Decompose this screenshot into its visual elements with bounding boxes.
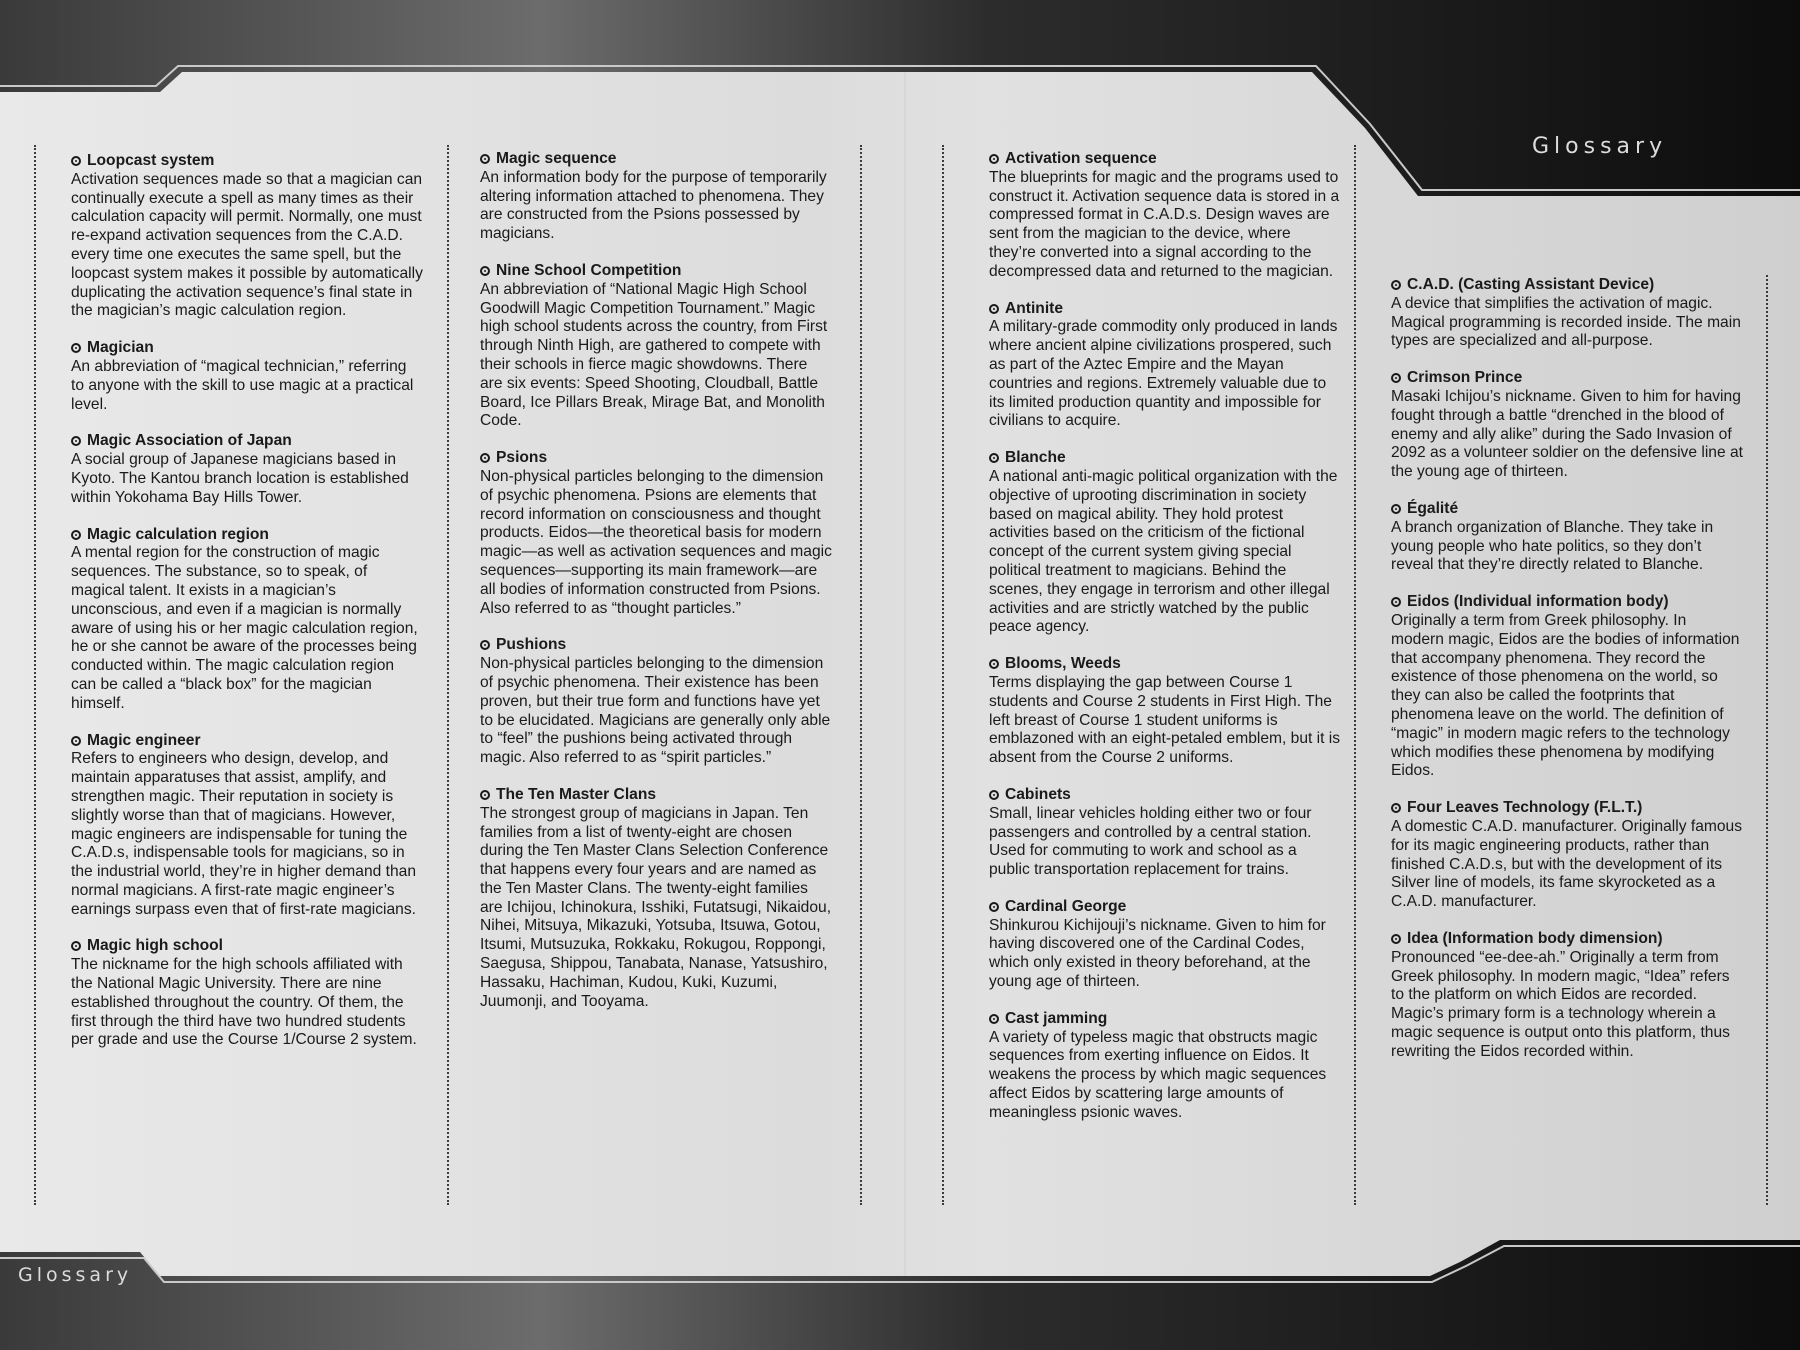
entry-term-label: Psions bbox=[496, 449, 548, 467]
entry-term-label: Cardinal George bbox=[1005, 897, 1127, 915]
entry-definition: The nickname for the high schools affiliated with the National Magic University. There are nine established throughout the country. Of them, the first through the third have two hundred students per grade and use the Course 1/Course 2 system. bbox=[71, 956, 417, 1049]
bullet-icon bbox=[1391, 934, 1401, 944]
column-divider bbox=[860, 145, 862, 1205]
entry-definition: A device that simplifies the activation of magic. Magical programming is recorded inside. The main types are specialized and all-purpose. bbox=[1391, 294, 1741, 350]
entry-term bbox=[71, 152, 423, 171]
entry-definition: The blueprints for magic and the programs used to construct it. Activation sequence data is stored in a compressed format in C.A.D.s. Design waves are sent from the magician to the device, where they’re converted into a signal according to the decompressed data and returned to the magician. bbox=[989, 168, 1340, 280]
entry-term-label: Four Leaves Technology (F.L.T.) bbox=[1407, 799, 1643, 817]
bullet-icon bbox=[480, 640, 490, 650]
entry-definition: A branch organization of Blanche. They take in young people who hate politics, so they don’t reveal that they’re directly related to Blanche. bbox=[1391, 518, 1714, 574]
glossary-entry bbox=[480, 636, 832, 768]
bullet-icon bbox=[1391, 504, 1401, 514]
bullet-icon bbox=[71, 156, 81, 166]
entry-term bbox=[71, 432, 423, 451]
glossary-entry bbox=[71, 732, 423, 920]
entry-definition: A military-grade commodity only produced in lands where ancient alpine civilizations prospered, such as part of the Aztec Empire and the Mayan countries and regions. Extremely valuable due to its limited production quantity and impossible for civilians to acquire. bbox=[989, 318, 1338, 430]
column-divider bbox=[942, 145, 944, 1205]
glossary-column-1 bbox=[71, 152, 423, 1068]
entry-definition: A domestic C.A.D. manufacturer. Originally famous for its magic engineering products, rather than finished C.A.D.s, but with the development of its Silver line of models, its fame skyrocketed as a C.A.D. manufacturer. bbox=[1391, 817, 1742, 911]
bullet-icon bbox=[1391, 803, 1401, 813]
entry-definition: An information body for the purpose of temporarily altering information attached to phenomena. They are constructed from the Psions possessed by magicians. bbox=[480, 168, 827, 243]
glossary-entry bbox=[480, 150, 832, 244]
bullet-icon bbox=[989, 790, 999, 800]
entry-term bbox=[989, 150, 1341, 169]
entry-term-label: Magic sequence bbox=[496, 150, 617, 167]
entry-term-label: Blanche bbox=[1005, 449, 1066, 467]
glossary-entry bbox=[1391, 276, 1743, 351]
glossary-entry bbox=[989, 898, 1341, 992]
glossary-entry bbox=[480, 786, 832, 1012]
entry-term-label: Idea (Information body dimension) bbox=[1407, 929, 1663, 947]
bullet-icon bbox=[1391, 597, 1401, 607]
entry-definition: An abbreviation of “magical technician,” referring to anyone with the skill to use magic at a practical level. bbox=[71, 357, 414, 413]
bullet-icon bbox=[480, 453, 490, 463]
entry-term bbox=[480, 636, 832, 655]
entry-term-label: Activation sequence bbox=[1005, 150, 1157, 167]
bullet-icon bbox=[989, 304, 999, 314]
entry-definition: Activation sequences made so that a magician can continually execute a spell as many times as their calculation capacity will permit. Normally, one must re-expand activation sequences from the C.A.D. every time one executes the same spell, but the loopcast system makes it possible by automatically duplicating the activation sequence’s final state in the magician’s magic calculation region. bbox=[71, 170, 423, 320]
glossary-column-3 bbox=[989, 150, 1341, 1141]
glossary-column-4 bbox=[1391, 276, 1743, 1079]
entry-term-label: C.A.D. (Casting Assistant Device) bbox=[1407, 276, 1655, 293]
entry-term-label: Magic Association of Japan bbox=[87, 432, 292, 450]
entry-term-label: Magician bbox=[87, 339, 154, 357]
entry-definition: Refers to engineers who design, develop, and maintain apparatuses that assist, amplify, and strengthen magic. Their reputation in society is slightly worse than that of magicians. However, magic engineers are indispensable for tuning the C.A.D.s, indispensable tools for magicians, so in the industrial world, they’re in higher demand than normal magicians. A first-rate magic engineer’s earnings surpass even that of first-rate magicians. bbox=[71, 750, 416, 918]
bullet-icon bbox=[480, 154, 490, 164]
bullet-icon bbox=[1391, 373, 1401, 383]
entry-term-label: Eidos (Individual information body) bbox=[1407, 593, 1669, 611]
entry-definition: A national anti-magic political organization with the objective of uprooting discrimination in society based on magical ability. They hold protest activities based on the criticism of the fictional concept of the current system giving special political treatment to magicians. Behind the scenes, they engage in terrorism and other illegal activities and are strictly watched by the public peace agency. bbox=[989, 467, 1338, 636]
glossary-entry bbox=[1391, 930, 1743, 1062]
entry-term-label: Loopcast system bbox=[87, 152, 215, 169]
glossary-entry bbox=[989, 300, 1341, 432]
entry-definition: A mental region for the construction of magic sequences. The substance, so to speak, of magical talent. It exists in a magician’s unconscious, and even if a magician is normally aware of using his or her magic calculation region, he or she cannot be aware of the processes being conducted within. The magic calculation region can be called a “black box” for the magician himself. bbox=[71, 544, 418, 712]
entry-term bbox=[71, 339, 423, 358]
glossary-entry bbox=[989, 655, 1341, 768]
entry-term-label: Blooms, Weeds bbox=[1005, 655, 1121, 673]
column-divider bbox=[1766, 275, 1768, 1205]
bullet-icon bbox=[480, 266, 490, 276]
glossary-entry bbox=[989, 449, 1341, 637]
bullet-icon bbox=[480, 790, 490, 800]
entry-term bbox=[71, 732, 423, 751]
glossary-entry bbox=[71, 339, 423, 414]
entry-term bbox=[1391, 593, 1743, 612]
glossary-entry bbox=[1391, 593, 1743, 781]
entry-term-label: The Ten Master Clans bbox=[496, 785, 657, 803]
glossary-column-2 bbox=[480, 150, 832, 1029]
entry-term-label: Cast jamming bbox=[1005, 1009, 1108, 1027]
bullet-icon bbox=[989, 154, 999, 164]
entry-term bbox=[989, 786, 1341, 805]
column-divider bbox=[1354, 145, 1356, 1205]
bullet-icon bbox=[1391, 280, 1401, 290]
entry-definition: Originally a term from Greek philosophy. In modern magic, Eidos are the bodies of information that accompany phenomena. They record the existence of those phenomena on the world, so they can also be called the footprints that phenomena leave on the world. The definition of “magic” in modern magic refers to the technology which modifies these phenomena by modifying Eidos. bbox=[1391, 611, 1740, 780]
entry-term bbox=[989, 449, 1341, 468]
entry-term bbox=[1391, 369, 1743, 388]
entry-term bbox=[1391, 799, 1743, 818]
entry-term-label: Magic high school bbox=[87, 937, 224, 955]
bullet-icon bbox=[71, 530, 81, 540]
entry-term bbox=[71, 526, 423, 545]
entry-term bbox=[989, 655, 1341, 674]
glossary-entry bbox=[989, 1010, 1341, 1123]
entry-term-label: Nine School Competition bbox=[496, 261, 682, 279]
entry-term bbox=[1391, 276, 1743, 295]
entry-term-label: Magic calculation region bbox=[87, 525, 269, 543]
entry-term bbox=[989, 1010, 1341, 1029]
glossary-header-bottom: Glossary bbox=[18, 1264, 133, 1286]
entry-definition: Shinkurou Kichijouji’s nickname. Given to him for having discovered one of the Cardinal Codes, which only existed in theory beforehand, at the young age of thirteen. bbox=[989, 916, 1326, 991]
entry-definition: An abbreviation of “National Magic High School Goodwill Magic Competition Tournament.” Magic high school students across the country, from First through Ninth High, are gathered to compete with their schools in fierce magic showdowns. There are six events: Speed Shooting, Cloudball, Battle Board, Ice Pillars Break, Mirage Bat, and Monolith Code. bbox=[480, 280, 828, 430]
entry-term bbox=[480, 449, 832, 468]
bullet-icon bbox=[989, 659, 999, 669]
glossary-entry bbox=[71, 432, 423, 507]
entry-definition: Small, linear vehicles holding either two or four passengers and controlled by a central station. Used for commuting to work and school as a public transportation replacement for trains. bbox=[989, 804, 1312, 879]
entry-definition: Pronounced “ee-dee-ah.” Originally a term from Greek philosophy. In modern magic, “Idea” refers to the platform on which Eidos are recorded. Magic’s primary form is a technology wherein a magic sequence is output onto this platform, thus rewriting the Eidos recorded within. bbox=[1391, 948, 1730, 1060]
entry-term-label: Antinite bbox=[1005, 299, 1064, 317]
entry-term bbox=[480, 150, 832, 169]
bullet-icon bbox=[71, 941, 81, 951]
entry-definition: A variety of typeless magic that obstructs magic sequences from exerting influence on Eidos. It weakens the process by which magic sequences affect Eidos by scattering large amounts of meaningless psionic waves. bbox=[989, 1028, 1327, 1121]
entry-definition: A social group of Japanese magicians based in Kyoto. The Kantou branch location is established within Yokohama Bay Hills Tower. bbox=[71, 451, 409, 506]
glossary-entry bbox=[1391, 799, 1743, 912]
entry-term bbox=[1391, 500, 1743, 519]
bullet-icon bbox=[71, 736, 81, 746]
entry-term bbox=[1391, 930, 1743, 949]
glossary-entry bbox=[1391, 500, 1743, 575]
glossary-entry bbox=[71, 526, 423, 714]
entry-term bbox=[71, 937, 423, 956]
entry-term bbox=[989, 898, 1341, 917]
entry-term-label: Pushions bbox=[496, 636, 567, 654]
entry-definition: Non-physical particles belonging to the dimension of psychic phenomena. Their existence has been proven, but their true form and functions have yet to be elucidated. Magicians are generally only able to “feel” the pushions being activated through magic. Also referred to as “spirit particles.” bbox=[480, 655, 831, 767]
entry-term bbox=[989, 300, 1341, 319]
bullet-icon bbox=[71, 343, 81, 353]
bullet-icon bbox=[989, 1014, 999, 1024]
entry-term bbox=[480, 262, 832, 281]
glossary-entry bbox=[989, 150, 1341, 282]
glossary-header-top: Glossary bbox=[1532, 134, 1668, 159]
entry-term-label: Cabinets bbox=[1005, 785, 1071, 803]
entry-term-label: Égalité bbox=[1407, 499, 1459, 517]
entry-definition: Non-physical particles belonging to the dimension of psychic phenomena. Psions are elements that record information on consciousness and thought products. Eidos—the theoretical basis for modern magic—as well as activation sequences and magic sequences—supporting its main framework—are all bodies of information constructed from Psions. Also referred to as “thought particles.” bbox=[480, 467, 832, 617]
entry-definition: Terms displaying the gap between Course 1 students and Course 2 students in First High. The left breast of Course 1 student uniforms is emblazoned with an eight-petaled emblem, but it is absent from the Course 2 uniforms. bbox=[989, 673, 1341, 767]
glossary-entry bbox=[989, 786, 1341, 880]
column-divider bbox=[447, 145, 449, 1205]
bullet-icon bbox=[989, 902, 999, 912]
glossary-entry bbox=[71, 152, 423, 321]
entry-term-label: Magic engineer bbox=[87, 731, 201, 749]
bullet-icon bbox=[71, 436, 81, 446]
column-divider bbox=[34, 145, 36, 1205]
entry-definition: The strongest group of magicians in Japan. Ten families from a list of twenty-eight are chosen during the Ten Master Clans Selection Conference that happens every four years and are named as the Ten Master Clans. The twenty-eight families are Ichijou, Ichinokura, Isshiki, Futatsugi, Nikaidou, Nihei, Mitsuya, Mikazuki, Yotsuba, Itsuwa, Gotou, Itsumi, Mutsuzuka, Rokkaku, Rokugou, Roppongi, Saegusa, Shippou, Tanabata, Nanase, Yatsushiro, Hassaku, Hachiman, Kudou, Kuki, Kuzumi, Juumonji, and Tooyama. bbox=[480, 804, 832, 1010]
glossary-entry bbox=[480, 449, 832, 618]
bullet-icon bbox=[989, 453, 999, 463]
glossary-entry bbox=[1391, 369, 1743, 482]
glossary-entry bbox=[480, 262, 832, 431]
glossary-entry bbox=[71, 937, 423, 1050]
entry-term-label: Crimson Prince bbox=[1407, 369, 1523, 387]
entry-term bbox=[480, 786, 832, 805]
entry-definition: Masaki Ichijou’s nickname. Given to him for having fought through a battle “drenched in the blood of enemy and ally alike” during the Sado Invasion of 2092 as a volunteer soldier on the defensive line at the young age of thirteen. bbox=[1391, 387, 1743, 481]
